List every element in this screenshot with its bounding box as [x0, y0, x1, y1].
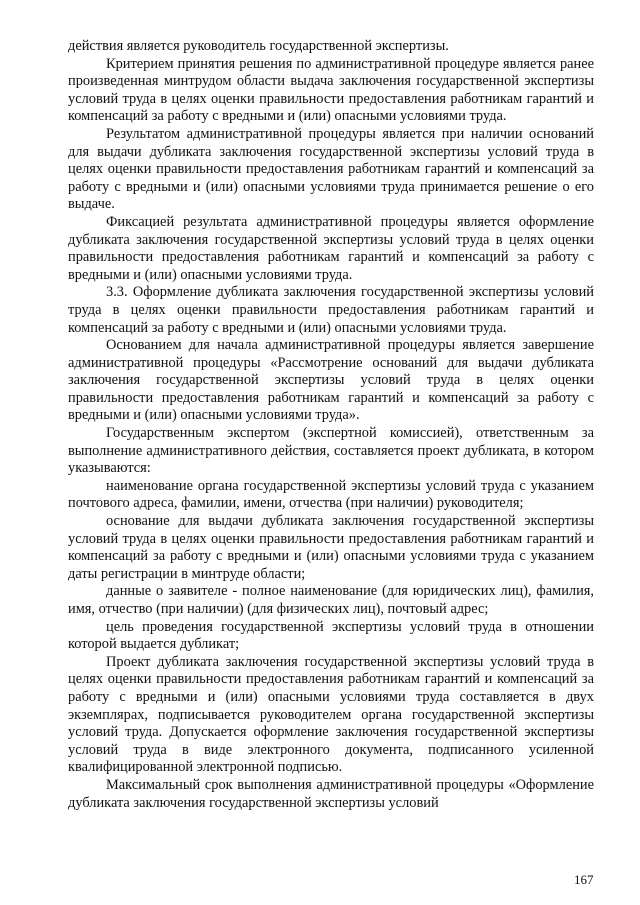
paragraph-draft: Проект дубликата заключения государственной экспертизы условий труда в целях оценки правильности предоставления работникам гарантий и компенсаций за работу с вредными и (или) опасными условиями труда составляется в двух экземплярах, подписывается руководителем органа государственной экспертизы условий труда. Допускается оформление заключения государственной экспертизы условий труда в виде электронного документа, подписанного усиленной квалифицированной электронной подписью. — [68, 653, 594, 776]
paragraph-result: Результатом административной процедуры является при наличии оснований для выдачи дубликата заключения государственной экспертизы условий труда в целях оценки правильности предоставления работникам гарантий и компенсаций за работу с вредными и (или) опасными условиями труда принимается решение о его выдаче. — [68, 125, 594, 213]
paragraph-basis: Основанием для начала административной процедуры является завершение административной процедуры «Рассмотрение оснований для выдачи дубликата заключения государственной экспертизы условий труда в целях оценки правильности предоставления работникам гарантий и компенсаций за работу с вредными и (или) опасными условиями труда». — [68, 337, 594, 424]
list-item-authority: наименование органа государственной экспертизы условий труда с указанием почтового адреса, фамилии, имени, отчества (при наличии) руководителя; — [68, 477, 594, 512]
list-item-applicant: данные о заявителе - полное наименование (для юридических лиц), фамилия, имя, отчество (при наличии) (для физических лиц), почтовый адрес; — [68, 583, 594, 617]
document-body — [68, 38, 594, 812]
paragraph-max-term: Максимальный срок выполнения административной процедуры «Оформление дубликата заключения государственной экспертизы условий — [68, 776, 594, 811]
paragraph-criterion: Критерием принятия решения по административной процедуре является ранее произведенная минтрудом области выдача заключения государственной экспертизы условий труда в целях оценки правильности предоставления работникам гарантий и компенсаций за работу с вредными и (или) опасными условиями труда. — [68, 55, 594, 125]
page-number: 167 — [574, 872, 594, 887]
paragraph-fixation: Фиксацией результата административной процедуры является оформление дубликата заключения государственной экспертизы условий труда в целях оценки правильности предоставления работникам гарантий и компенсаций за работу с вредными и (или) опасными условиями труда. — [68, 213, 594, 283]
paragraph-continuation: действия является руководитель государственной экспертизы. — [68, 38, 449, 54]
list-item-purpose: цель проведения государственной экспертизы условий труда в отношении которой выдается дубликат; — [68, 618, 594, 653]
list-item-basis: основание для выдачи дубликата заключения государственной экспертизы условий труда в целях оценки правильности предоставления работникам гарантий и компенсаций за работу с вредными и (или) опасными условиями труда с указанием даты регистрации в минтруде области; — [68, 513, 594, 582]
section-heading-3-3: 3.3. Оформление дубликата заключения государственной экспертизы условий труда в целях оценки правильности предоставления работникам гарантий и компенсаций за работу с вредными и (или) опасными условиями труда. — [68, 284, 594, 336]
paragraph-expert: Государственным экспертом (экспертной комиссией), ответственным за выполнение административного действия, составляется проект дубликата, в котором указываются: — [68, 425, 594, 477]
